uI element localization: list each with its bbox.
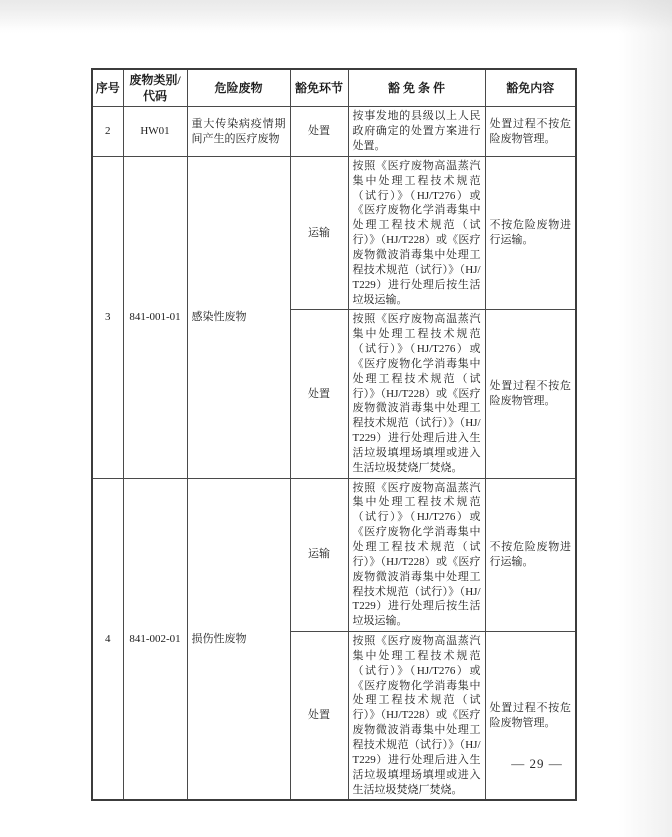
table-row [92,107,576,157]
cell-exemption-condition: 按照《医疗废物高温蒸汽集中处理工程技术规范（试行）》（HJ/T276）或《医疗废物化学消毒集中处理工程技术规范（试行）》（HJ/T228）或《医疗废物微波消毒集中处理工程技术规范（试行）》（HJ/T229）进行处理后按生活垃圾运输。 [348,156,485,309]
table-row [92,156,576,309]
exemption-table [91,68,577,801]
cell-exemption-stage: 处置 [290,107,348,157]
cell-hazardous-waste: 重大传染病疫情期间产生的医疗废物 [187,107,290,157]
cell-exemption-condition: 按照《医疗废物高温蒸汽集中处理工程技术规范（试行）》（HJ/T276）或《医疗废物化学消毒集中处理工程技术规范（试行）》（HJ/T228）或《医疗废物微波消毒集中处理工程技术规范（试行）》（HJ/T229）进行处理后进入生活垃圾填埋场填埋或进入生活垃圾焚烧厂焚烧。 [348,310,485,478]
header-exemption-content: 豁免内容 [485,69,576,107]
header-waste-category-code: 废物类别/代码 [123,69,187,107]
cell-waste-code: 841-002-01 [123,478,187,800]
table-header-row [92,69,576,107]
page-number: — 29 — [511,756,563,771]
cell-serial-number: 3 [92,156,123,478]
header-exemption-condition: 豁 免 条 件 [348,69,485,107]
cell-waste-code: HW01 [123,107,187,157]
cell-waste-code: 841-001-01 [123,156,187,478]
header-serial-number: 序号 [92,69,123,107]
cell-exemption-condition: 按照《医疗废物高温蒸汽集中处理工程技术规范（试行）》（HJ/T276）或《医疗废物化学消毒集中处理工程技术规范（试行）》（HJ/T228）或《医疗废物微波消毒集中处理工程技术规范（试行）》（HJ/T229）进行处理后进入生活垃圾填埋场填埋或进入生活垃圾焚烧厂焚烧。 [348,632,485,801]
cell-exemption-stage: 处置 [290,632,348,801]
cell-exemption-stage: 运输 [290,478,348,631]
cell-exemption-content: 处置过程不按危险废物管理。 [485,107,576,157]
cell-hazardous-waste: 损伤性废物 [187,478,290,800]
table-row [92,478,576,631]
cell-exemption-stage: 处置 [290,310,348,478]
cell-exemption-content: 不按危险废物进行运输。 [485,478,576,631]
cell-exemption-stage: 运输 [290,156,348,309]
cell-hazardous-waste: 感染性废物 [187,156,290,478]
cell-exemption-condition: 按照《医疗废物高温蒸汽集中处理工程技术规范（试行）》（HJ/T276）或《医疗废物化学消毒集中处理工程技术规范（试行）》（HJ/T228）或《医疗废物微波消毒集中处理工程技术规范（试行）》（HJ/T229）进行处理后按生活垃圾运输。 [348,478,485,631]
header-hazardous-waste: 危险废物 [187,69,290,107]
cell-exemption-content: 处置过程不按危险废物管理。 [485,310,576,478]
cell-exemption-content: 处置过程不按危险废物管理。 [485,632,576,801]
cell-serial-number: 2 [92,107,123,157]
header-exemption-stage: 豁免环节 [290,69,348,107]
cell-exemption-condition: 按事发地的县级以上人民政府确定的处置方案进行处置。 [348,107,485,157]
cell-exemption-content: 不按危险废物进行运输。 [485,156,576,309]
cell-serial-number: 4 [92,478,123,800]
